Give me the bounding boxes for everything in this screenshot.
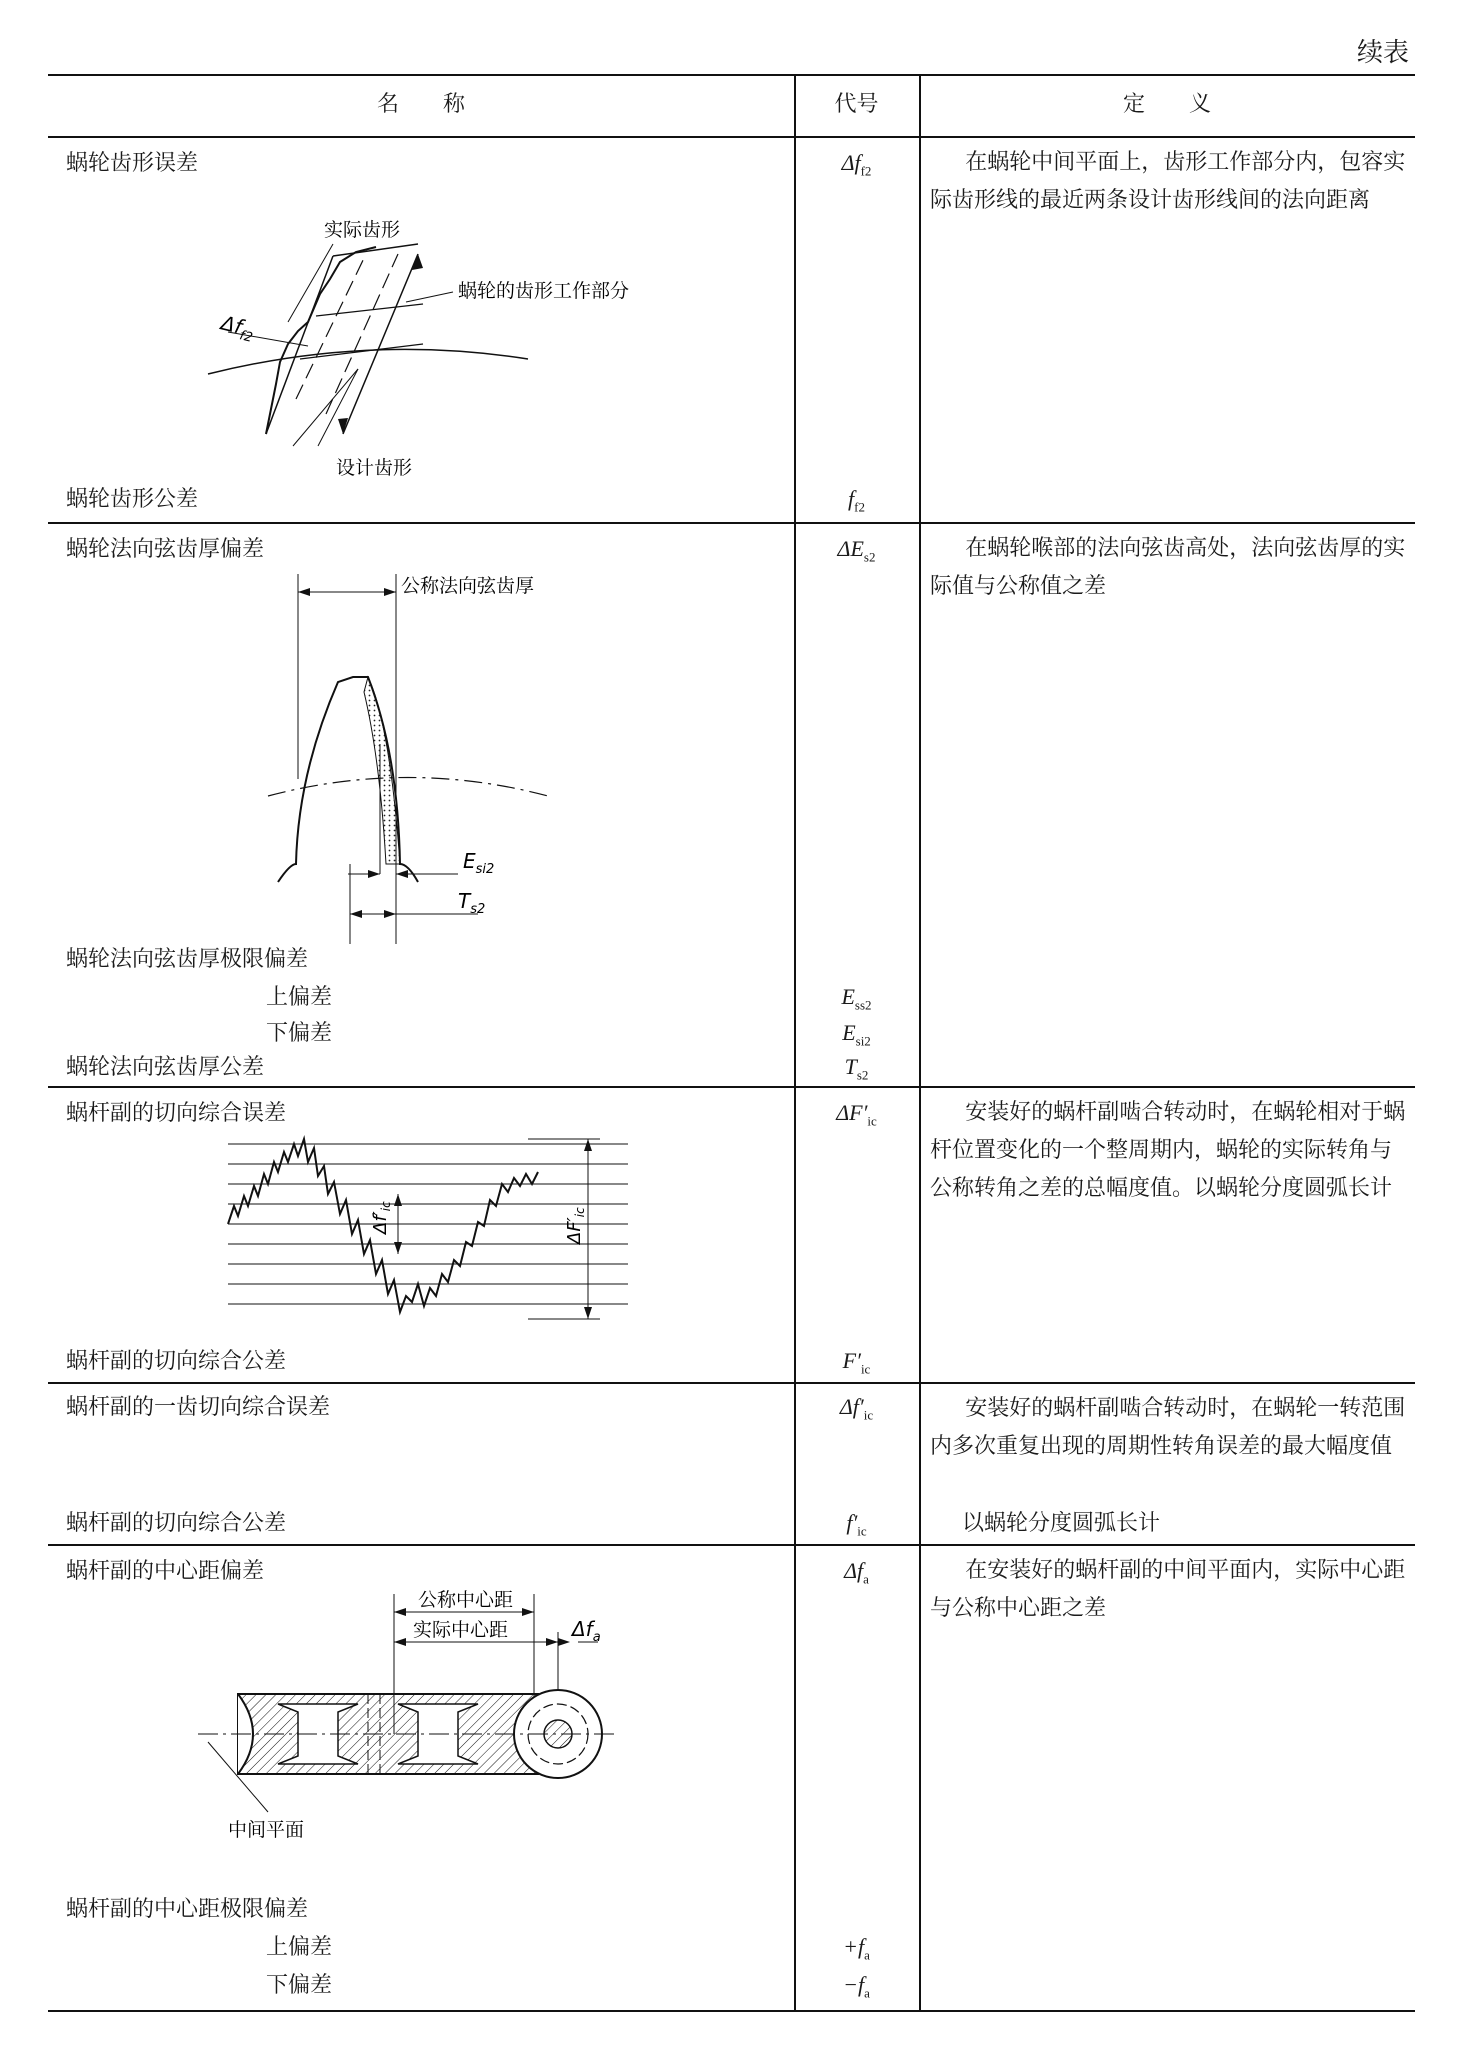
row5-limit-name: 蜗杆副的中心距极限偏差 [66,1897,309,1922]
row-rule-1 [48,522,1415,524]
row5-upper-code: $+f_a$ [843,1934,870,1963]
row2-tol-code: $T_{s2}$ [844,1054,869,1083]
tangential-error-diagram [228,1134,668,1324]
ts2-dimension [338,864,538,954]
label-delta-fa: $\Delta f_a$ [572,1617,601,1645]
label-nominal-center: 公称中心距 [418,1589,514,1611]
header-code: 代号 [834,92,879,117]
row4-name: 蜗杆副的一齿切向综合误差 [66,1395,331,1420]
column-rule-2 [919,74,921,2012]
chordal-thickness-diagram [268,564,628,877]
header-definition: 定 义 [1122,92,1211,117]
tolerance-table [48,74,1415,2012]
row-rule-3 [48,1382,1415,1384]
row5-definition: 在安装好的蜗杆副的中间平面内，实际中心距与公称中心距之差 [930,1558,1406,1621]
row1-extra-code: $f_{f2}$ [848,486,865,515]
label-ts2: $T_{s2}$ [458,889,486,917]
row2-definition: 在蜗轮喉部的法向弦齿高处，法向弦齿厚的实际值与公称值之差 [930,536,1406,599]
label-mid-plane: 中间平面 [228,1819,305,1841]
row4-extra-name: 蜗杆副的切向综合公差 [66,1511,287,1536]
table-top-rule [48,74,1415,76]
row2-upper-name: 上偏差 [266,985,333,1010]
row5-name: 蜗杆副的中心距偏差 [66,1559,265,1584]
row2-lower-name: 下偏差 [266,1021,333,1046]
row2-limit-name: 蜗轮法向弦齿厚极限偏差 [66,947,309,972]
row2-tol-name: 蜗轮法向弦齿厚公差 [66,1055,265,1080]
label-esi2: $E_{si2}$ [463,849,495,877]
row3-code: $\Delta F'_{ic}$ [836,1100,877,1129]
row3-name: 蜗杆副的切向综合误差 [66,1101,287,1126]
table-bottom-rule [48,2010,1415,2012]
row3-extra-code: $F'_{ic}$ [842,1348,871,1377]
label-design-profile: 设计齿形 [336,457,413,479]
row1-code: $\Delta f_{f2}$ [841,150,872,179]
row5-lower-name: 下偏差 [266,1973,333,1998]
row3-extra-name: 蜗杆副的切向综合公差 [66,1349,287,1374]
continued-label: 续表 [1356,38,1409,68]
label-large-dfic: $\Delta F'_{ic}$ [564,1207,587,1244]
label-nominal-thickness: 公称法向弦齿厚 [401,575,535,597]
row1-name: 蜗轮齿形误差 [66,151,199,176]
row2-lower-code: $E_{si2}$ [842,1020,871,1049]
row4-definition: 安装好的蜗杆副啮合转动时，在蜗轮一转范围内多次重复出现的周期性转角误差的最大幅度值 [930,1396,1406,1459]
row3-definition: 安装好的蜗杆副啮合转动时，在蜗轮相对于蜗杆位置变化的一个整周期内，蜗轮的实际转角与公称转角之差的总幅度值。以蜗轮分度圆弧长计 [930,1100,1406,1201]
label-small-dfic: $\Delta f'_{ic}$ [370,1201,393,1234]
row2-upper-code: $E_{ss2}$ [841,984,872,1013]
label-delta-ff2: $\Delta f_{f2}$ [218,310,255,346]
row4-code: $\Delta f'_{ic}$ [839,1394,874,1423]
row1-extra-name: 蜗轮齿形公差 [66,487,199,512]
header-name: 名 称 [376,92,465,117]
row5-lower-code: $-f_a$ [843,1972,870,2001]
header-rule [48,136,1415,138]
row5-upper-name: 上偏差 [266,1935,333,1960]
row1-definition: 在蜗轮中间平面上，齿形工作部分内，包容实际齿形线的最近两条设计齿形线间的法向距离 [930,150,1406,213]
center-distance-diagram [198,1584,658,1854]
row4-extra-code: $f'_{ic}$ [846,1510,867,1539]
tooth-profile-diagram [208,184,688,484]
label-actual-center: 实际中心距 [413,1619,509,1641]
row5-code: $\Delta f_a$ [844,1558,869,1587]
row4-extra-definition: 以蜗轮分度圆弧长计 [962,1511,1161,1536]
label-working-part: 蜗轮的齿形工作部分 [458,280,630,302]
label-actual-profile: 实际齿形 [324,219,401,241]
row-rule-4 [48,1544,1415,1546]
row-rule-2 [48,1086,1415,1088]
row2-code: $\Delta E_{s2}$ [837,536,876,565]
row2-name: 蜗轮法向弦齿厚偏差 [66,537,265,562]
